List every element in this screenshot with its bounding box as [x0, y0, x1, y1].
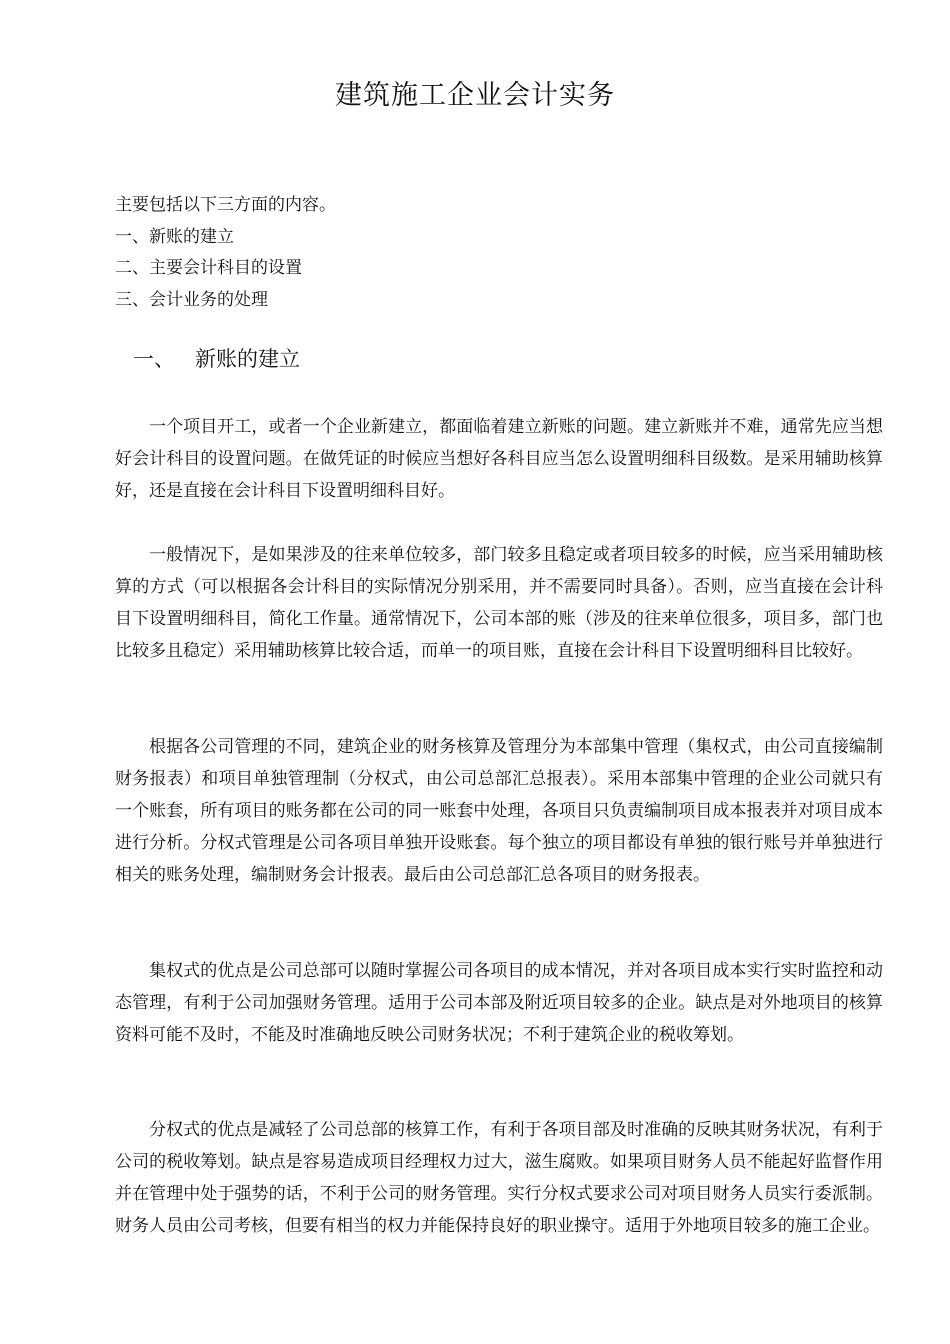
body-paragraph-3: 根据各公司管理的不同，建筑企业的财务核算及管理分为本部集中管理（集权式，由公司直接编制财务报表）和项目单独管理制（分权式，由公司总部汇总报表）。采用本部集中管理的企业公司就只有一个账套，所有项目的账务都在公司的同一账套中处理，各项目只负责编制项目成本报表并对项目成本进行分析。分权式管理是公司各项目单独开设账套。每个独立的项目都设有单独的银行账号并单独进行相关的账务处理，编制财务会计报表。最后由公司总部汇总各项目的财务报表。 [115, 737, 883, 885]
section-heading [133, 342, 300, 376]
toc-item-1: 一、新账的建立 [115, 226, 234, 247]
body-paragraph-1: 一个项目开工，或者一个企业新建立，都面临着建立新账的问题。建立新账并不难，通常先应当想好会计科目的设置问题。在做凭证的时候应当想好各科目应当怎么设置明细科目级数。是采用辅助核算好，还是直接在会计科目下设置明细科目好。 [115, 417, 883, 501]
section-title: 新账的建立 [195, 347, 300, 371]
section-number: 一、 [133, 347, 175, 371]
toc-item-3: 三、会计业务的处理 [115, 289, 268, 310]
body-paragraph-2: 一般情况下，是如果涉及的往来单位较多，部门较多且稳定或者项目较多的时候，应当采用辅助核算的方式（可以根据各会计科目的实际情况分别采用，并不需要同时具备）。否则，应当直接在会计科目下设置明细科目，简化工作量。通常情况下，公司本部的账（涉及的往来单位很多，项目多，部门也比较多且稳定）采用辅助核算比较合适，而单一的项目账，直接在会计科目下设置明细科目比较好。 [115, 545, 883, 661]
body-paragraph-4: 集权式的优点是公司总部可以随时掌握公司各项目的成本情况，并对各项目成本实行实时监控和动态管理，有利于公司加强财务管理。适用于公司本部及附近项目较多的企业。缺点是对外地项目的核算资料可能不及时，不能及时准确地反映公司财务状况；不利于建筑企业的税收筹划。 [115, 961, 883, 1045]
table-of-contents [115, 190, 835, 316]
document-title: 建筑施工企业会计实务 [335, 80, 615, 111]
body-paragraph-5: 分权式的优点是减轻了公司总部的核算工作，有利于各项目部及时准确的反映其财务状况，有利于公司的税收筹划。缺点是容易造成项目经理权力过大，滋生腐败。如果项目财务人员不能起好监督作用并在管理中处于强势的话，不利于公司的财务管理。实行分权式要求公司对项目财务人员实行委派制。财务人员由公司考核，但要有相当的权力并能保持良好的职业操守。适用于外地项目较多的施工企业。 [115, 1120, 883, 1236]
intro-line: 主要包括以下三方面的内容。 [115, 195, 336, 215]
toc-item-2: 二、主要会计科目的设置 [115, 258, 302, 278]
